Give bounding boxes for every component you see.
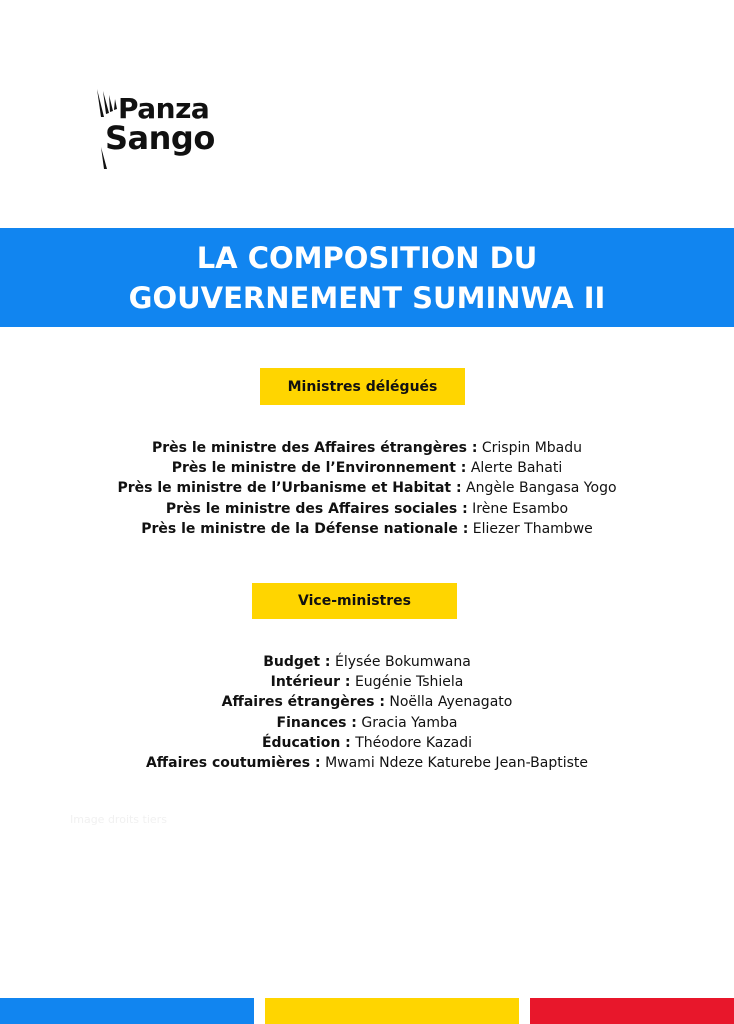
person-name: Alerte Bahati — [466, 460, 563, 477]
footer-stripe-blue — [0, 998, 254, 1024]
role-label: Affaires étrangères : — [221, 694, 385, 711]
person-name: Noëlla Ayenagato — [384, 694, 513, 711]
delegates-list — [0, 438, 734, 539]
list-item — [0, 478, 734, 498]
role-label: Près le ministre de l’Environnement : — [171, 460, 467, 477]
person-name: Eugénie Tshiela — [350, 674, 464, 691]
list-item — [0, 753, 734, 773]
role-label: Près le ministre de la Défense nationale : — [141, 520, 469, 537]
person-name: Mwami Ndeze Katurebe Jean-Baptiste — [320, 755, 589, 772]
person-name: Eliezer Thambwe — [468, 520, 593, 537]
brand-name-line1: Panza — [118, 92, 210, 125]
page-title-line1: LA COMPOSITION DU — [196, 240, 538, 275]
footer-stripe-yellow — [265, 998, 519, 1024]
brand-logo — [95, 87, 225, 169]
role-label: Près le ministre des Affaires étrangères : — [151, 440, 478, 456]
person-name: Théodore Kazadi — [350, 734, 473, 751]
page-title-line2: GOUVERNEMENT SUMINWA II — [128, 280, 606, 315]
list-item — [0, 713, 734, 733]
role-label: Près le ministre des Affaires sociales : — [165, 500, 468, 517]
role-label: Finances : — [276, 714, 357, 731]
person-name: Gracia Yamba — [356, 714, 458, 731]
role-label: Budget : — [263, 654, 331, 670]
list-item — [0, 672, 734, 692]
list-item — [0, 438, 734, 458]
list-item — [0, 733, 734, 753]
list-item — [0, 519, 734, 539]
role-label: Intérieur : — [270, 674, 351, 691]
section-heading-vice-ministres: Vice-ministres — [252, 583, 457, 619]
footer-stripe-red — [530, 998, 734, 1024]
list-item — [0, 692, 734, 712]
role-label: Affaires coutumières : — [145, 755, 321, 772]
person-name: Crispin Mbadu — [477, 440, 583, 456]
brand-name-line2: Sango — [105, 119, 215, 157]
list-item — [0, 458, 734, 478]
vice-ministers-list — [0, 652, 734, 773]
person-name: Irène Esambo — [467, 500, 569, 517]
role-label: Éducation : — [261, 734, 351, 751]
list-item — [0, 652, 734, 672]
role-label: Près le ministre de l’Urbanisme et Habitat : — [117, 480, 462, 497]
title-banner — [0, 228, 734, 327]
list-item — [0, 499, 734, 519]
image-credit: Image droits tiers — [70, 813, 167, 826]
section-heading-ministres-delegues: Ministres délégués — [260, 368, 465, 405]
person-name: Élysée Bokumwana — [330, 654, 471, 670]
person-name: Angèle Bangasa Yogo — [461, 480, 617, 497]
